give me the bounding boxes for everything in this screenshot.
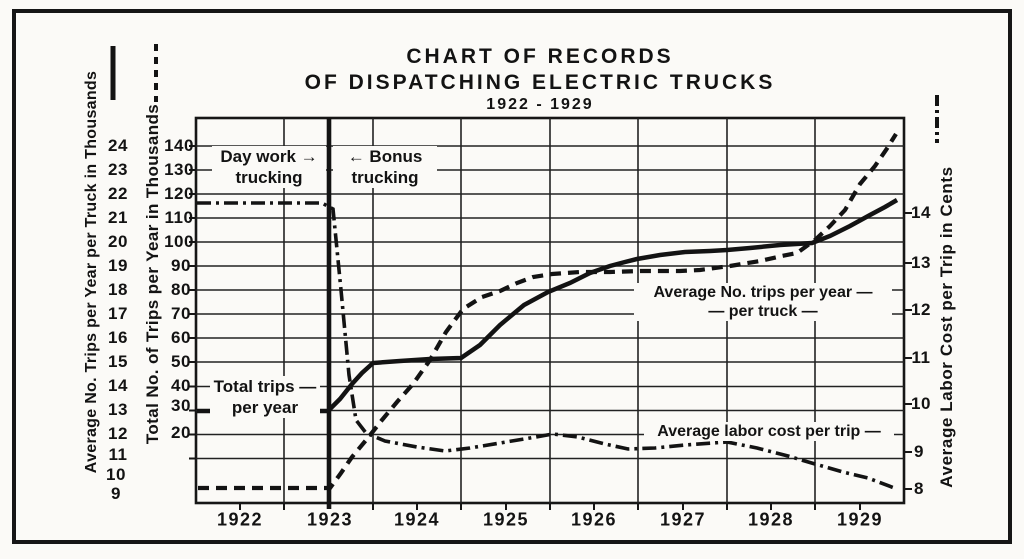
- left-inner-tick-label: 21: [108, 208, 128, 227]
- left-outer-tick-label: 120: [164, 184, 194, 203]
- left-inner-axis-title: Average No. Trips per Year per Truck in Thousands: [83, 70, 100, 474]
- left-outer-tick-label: 50: [171, 352, 191, 371]
- right-axis-title: Average Labor Cost per Trip in Cents: [937, 166, 956, 488]
- bonus-label: ← Bonus: [347, 147, 423, 166]
- left-outer-tick-label: 100: [164, 232, 194, 251]
- left-outer-tick-label: 90: [171, 256, 191, 275]
- left-outer-tick-label: 20: [171, 423, 191, 442]
- x-tick-label: 1924: [393, 509, 441, 530]
- day-work-label: Day work →: [220, 147, 318, 166]
- x-tick-label: 1928: [747, 509, 795, 530]
- right-tick-label: 12: [911, 300, 931, 319]
- right-tick-label: 9: [914, 442, 924, 461]
- x-tick-label: 1926: [570, 509, 618, 530]
- day-work-annotation: [212, 146, 326, 188]
- left-inner-tick-label: 17: [108, 304, 128, 323]
- left-inner-tick-label: 16: [108, 328, 128, 347]
- chart-title-line2: OF DISPATCHING ELECTRIC TRUCKS: [304, 71, 776, 94]
- x-tick-label: 1927: [659, 509, 707, 530]
- bonus-label-line2: trucking: [351, 168, 419, 187]
- left-outer-axis-title: Total No. of Trips per Year in Thousands: [143, 103, 162, 445]
- left-inner-tick-label: 22: [108, 184, 128, 203]
- left-inner-tick-label: 19: [108, 256, 128, 275]
- labor-cost-label: Average labor cost per trip —: [657, 423, 881, 440]
- left-inner-tick-label: 10: [106, 465, 126, 484]
- x-tick-label: 1922: [216, 509, 264, 530]
- left-outer-tick-label: 30: [171, 396, 191, 415]
- left-outer-tick-label: 140: [164, 136, 194, 155]
- right-tick-label: 14: [911, 203, 931, 222]
- chart-title-line1: CHART OF RECORDS: [406, 45, 674, 68]
- right-tick-label: 11: [911, 348, 931, 367]
- left-inner-tick-label: 18: [108, 280, 128, 299]
- left-inner-tick-label: 20: [108, 232, 128, 251]
- total-trips-label: Total trips —: [213, 377, 317, 396]
- x-tick-label: 1923: [306, 509, 354, 530]
- left-inner-tick-label: 11: [108, 445, 128, 464]
- bonus-annotation: [333, 146, 437, 188]
- left-outer-tick-label: 80: [171, 280, 191, 299]
- avg-trips-label: Average No. trips per year —: [653, 284, 873, 301]
- total-trips-label-line2: per year: [231, 398, 299, 417]
- day-work-label-line2: trucking: [235, 168, 303, 187]
- left-inner-tick-label: 14: [108, 376, 128, 395]
- labor-cost-annotation: [644, 422, 894, 441]
- left-outer-tick-label: 60: [171, 328, 191, 347]
- x-tick-label: 1929: [836, 509, 884, 530]
- left-outer-tick-label: 40: [171, 376, 191, 395]
- right-tick-label: 13: [911, 253, 931, 272]
- left-inner-tick-label: 23: [108, 160, 128, 179]
- right-tick-label: 10: [911, 394, 931, 413]
- avg-trips-label-line2: — per truck —: [708, 303, 818, 320]
- left-inner-tick-label: 24: [108, 136, 128, 155]
- chart-title-line3: 1922 - 1929: [486, 96, 594, 113]
- left-inner-tick-label: 12: [108, 424, 128, 443]
- avg-trips-annotation: [634, 283, 892, 321]
- right-tick-label: 8: [914, 479, 924, 498]
- x-tick-label: 1925: [482, 509, 530, 530]
- left-outer-tick-label: 110: [164, 208, 194, 227]
- left-inner-tick-label: 13: [108, 400, 128, 419]
- total-trips-annotation: [210, 376, 320, 418]
- left-outer-tick-label: 130: [164, 160, 194, 179]
- left-outer-tick-label: 70: [171, 304, 191, 323]
- left-inner-tick-label: 9: [111, 484, 121, 503]
- left-inner-tick-label: 15: [108, 352, 128, 371]
